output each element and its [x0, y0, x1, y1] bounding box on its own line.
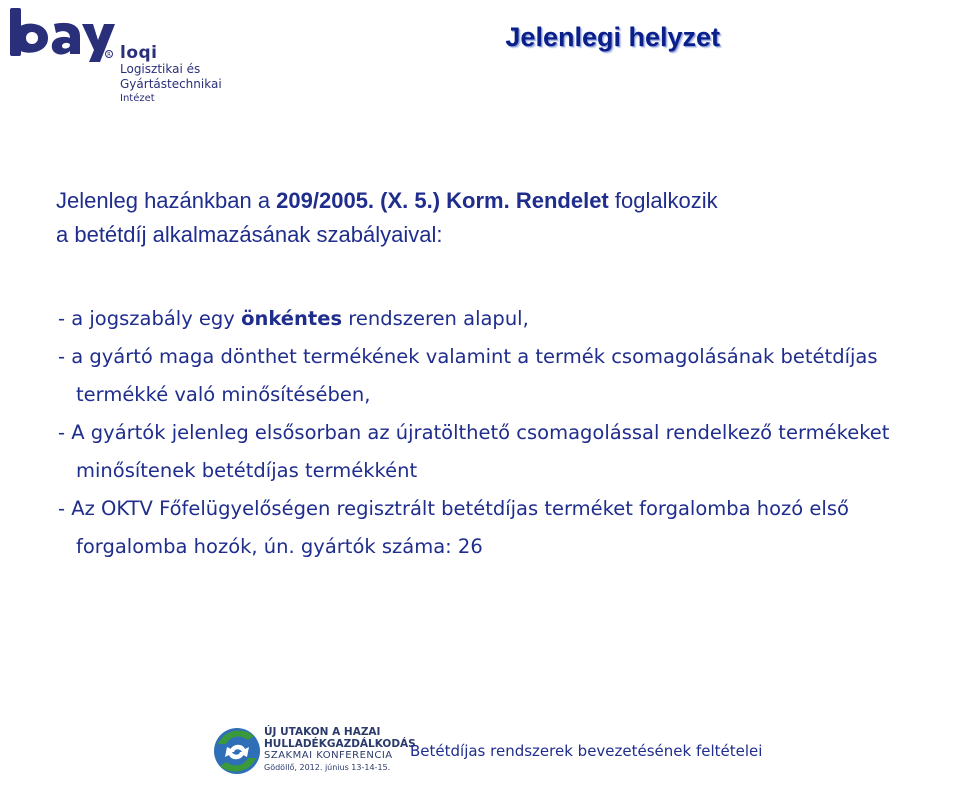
- intro-text-1: Jelenleg hazánkban a: [56, 188, 277, 213]
- intro-regulation: 209/2005. (X. 5.) Korm. Rendelet: [276, 188, 609, 213]
- conference-line-2: HULLADÉKGAZDÁLKODÁS: [264, 738, 416, 750]
- recycling-globe-icon: [212, 722, 262, 780]
- logi-line-2: Gyártástechnikai: [120, 77, 222, 91]
- intro-line-1: [56, 184, 936, 218]
- conference-name-block: [264, 726, 416, 774]
- bullet-item-4: - Az OKTV Főfelügyelőségen regisztrált betétdíjas terméket forgalomba hozó első forgalomba hozók, ún. gyártók száma: 26: [58, 497, 849, 558]
- bay-logi-logo: [8, 6, 228, 116]
- intro-paragraph: [56, 184, 936, 252]
- conference-date: Gödöllő, 2012. június 13-14-15.: [264, 763, 391, 772]
- svg-text:R: R: [107, 52, 111, 59]
- intro-text-2: foglalkozik: [608, 188, 718, 213]
- bullet-1-text-post: rendszeren alapul,: [342, 307, 529, 330]
- bullet-1-text-pre: - a jogszabály egy: [58, 307, 242, 330]
- bullet-item-3: - A gyártók jelenleg elsősorban az újratölthető csomagolással rendelkező termékeket minősítenek betétdíjas termékként: [58, 421, 890, 482]
- bullet-1-emphasis: önkéntes: [241, 307, 343, 330]
- logi-line-1: Logisztikai és: [120, 62, 201, 76]
- slide-title: Jelenlegi helyzet: [505, 22, 720, 52]
- footer-caption: Betétdíjas rendszerek bevezetésének feltételei: [410, 742, 763, 760]
- logi-brand: loqi: [120, 43, 158, 63]
- bullet-list: [58, 300, 958, 566]
- bay-wordmark: [8, 6, 118, 66]
- logi-institute-block: [120, 44, 222, 105]
- intro-line-2: a betétdíj alkalmazásának szabályaival:: [56, 222, 443, 247]
- conference-line-1: ÚJ UTAKON A HAZAI: [264, 726, 381, 738]
- bullet-item-1: [58, 300, 958, 338]
- bullet-item-2: - a gyártó maga dönthet termékének valamint a termék csomagolásának betétdíjas termékké való minősítésében,: [58, 345, 878, 406]
- conference-line-3: SZAKMAI KONFERENCIA: [264, 750, 393, 761]
- logi-line-3: Intézet: [120, 93, 155, 104]
- conference-logo: [212, 722, 416, 782]
